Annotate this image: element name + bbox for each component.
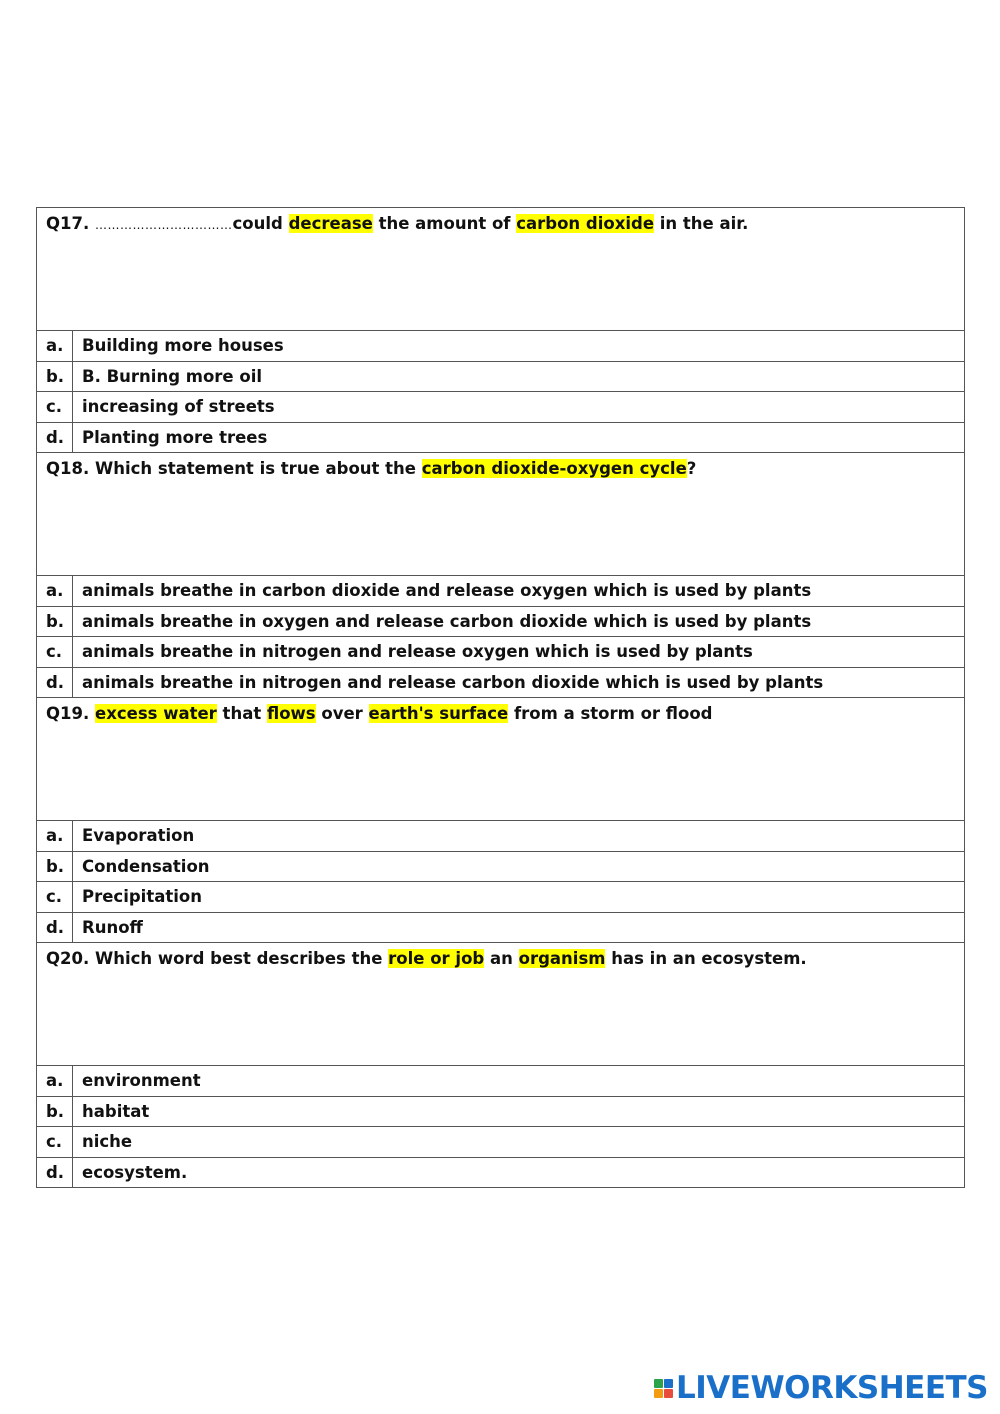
question-text-segment: in the air. bbox=[654, 214, 749, 233]
answer-option-row[interactable] bbox=[37, 821, 965, 852]
question-text-segment: over bbox=[315, 704, 369, 723]
question-text-segment: an bbox=[484, 949, 519, 968]
question-text bbox=[37, 698, 965, 821]
question-text-segment: Which word best describes the bbox=[89, 949, 389, 968]
option-text[interactable]: niche bbox=[73, 1127, 965, 1158]
question-row bbox=[37, 698, 965, 821]
brand-name: LIVEWORKSHEETS bbox=[676, 1370, 988, 1406]
option-text[interactable]: environment bbox=[73, 1066, 965, 1097]
answer-option-row[interactable] bbox=[37, 912, 965, 943]
highlighted-term: role or job bbox=[388, 949, 485, 968]
option-text[interactable]: B. Burning more oil bbox=[73, 361, 965, 392]
answer-option-row[interactable] bbox=[37, 1127, 965, 1158]
option-text[interactable]: increasing of streets bbox=[73, 392, 965, 423]
question-number: Q17. bbox=[46, 214, 90, 233]
question-text-segment: from a storm or flood bbox=[508, 704, 713, 723]
option-text[interactable]: habitat bbox=[73, 1096, 965, 1127]
answer-option-row[interactable] bbox=[37, 637, 965, 668]
option-letter: b. bbox=[37, 851, 73, 882]
highlighted-term: decrease bbox=[288, 214, 373, 233]
option-letter: d. bbox=[37, 667, 73, 698]
option-text[interactable]: ecosystem. bbox=[73, 1157, 965, 1188]
option-text[interactable]: Evaporation bbox=[73, 821, 965, 852]
option-letter: a. bbox=[37, 821, 73, 852]
question-number: Q20. bbox=[46, 949, 90, 968]
option-text[interactable]: animals breathe in nitrogen and release carbon dioxide which is used by plants bbox=[73, 667, 965, 698]
option-text[interactable]: animals breathe in nitrogen and release oxygen which is used by plants bbox=[73, 637, 965, 668]
option-letter: b. bbox=[37, 606, 73, 637]
option-text[interactable]: Condensation bbox=[73, 851, 965, 882]
quiz-table bbox=[36, 207, 965, 1188]
logo-square-3 bbox=[654, 1389, 663, 1398]
question-text-segment: could bbox=[232, 214, 289, 233]
answer-option-row[interactable] bbox=[37, 361, 965, 392]
option-text[interactable]: Planting more trees bbox=[73, 422, 965, 453]
logo-square-1 bbox=[654, 1379, 663, 1388]
answer-option-row[interactable] bbox=[37, 667, 965, 698]
answer-blank[interactable]: …………………………… bbox=[95, 218, 233, 232]
answer-option-row[interactable] bbox=[37, 1066, 965, 1097]
question-row bbox=[37, 453, 965, 576]
answer-option-row[interactable] bbox=[37, 1096, 965, 1127]
option-letter: a. bbox=[37, 331, 73, 362]
option-letter: b. bbox=[37, 1096, 73, 1127]
answer-option-row[interactable] bbox=[37, 882, 965, 913]
option-letter: a. bbox=[37, 1066, 73, 1097]
question-text-segment: the amount of bbox=[372, 214, 517, 233]
question-text-segment: has in an ecosystem. bbox=[605, 949, 807, 968]
option-letter: d. bbox=[37, 912, 73, 943]
answer-option-row[interactable] bbox=[37, 331, 965, 362]
question-number: Q18. bbox=[46, 459, 90, 478]
option-text[interactable]: Runoff bbox=[73, 912, 965, 943]
question-text-segment: Which statement is true about the bbox=[89, 459, 422, 478]
option-text[interactable]: Building more houses bbox=[73, 331, 965, 362]
answer-option-row[interactable] bbox=[37, 422, 965, 453]
quiz-body bbox=[37, 208, 965, 1188]
highlighted-term: flows bbox=[266, 704, 316, 723]
answer-option-row[interactable] bbox=[37, 576, 965, 607]
liveworksheets-logo-icon bbox=[654, 1379, 673, 1398]
logo-square-2 bbox=[664, 1379, 673, 1388]
answer-option-row[interactable] bbox=[37, 1157, 965, 1188]
question-number: Q19. bbox=[46, 704, 90, 723]
option-letter: d. bbox=[37, 422, 73, 453]
option-letter: a. bbox=[37, 576, 73, 607]
highlighted-term: organism bbox=[518, 949, 606, 968]
answer-option-row[interactable] bbox=[37, 606, 965, 637]
option-letter: c. bbox=[37, 392, 73, 423]
logo-square-4 bbox=[664, 1389, 673, 1398]
option-letter: c. bbox=[37, 637, 73, 668]
question-text-segment: ? bbox=[686, 459, 697, 478]
highlighted-term: earth's surface bbox=[368, 704, 509, 723]
option-letter: c. bbox=[37, 882, 73, 913]
option-letter: b. bbox=[37, 361, 73, 392]
question-row bbox=[37, 943, 965, 1066]
question-text bbox=[37, 453, 965, 576]
highlighted-term: excess water bbox=[95, 704, 217, 723]
highlighted-term: carbon dioxide bbox=[516, 214, 655, 233]
highlighted-term: carbon dioxide-oxygen cycle bbox=[421, 459, 687, 478]
question-text-segment: that bbox=[216, 704, 267, 723]
answer-option-row[interactable] bbox=[37, 392, 965, 423]
liveworksheets-brand bbox=[654, 1370, 988, 1406]
option-letter: c. bbox=[37, 1127, 73, 1158]
option-text[interactable]: animals breathe in carbon dioxide and release oxygen which is used by plants bbox=[73, 576, 965, 607]
question-row bbox=[37, 208, 965, 331]
option-text[interactable]: Precipitation bbox=[73, 882, 965, 913]
option-letter: d. bbox=[37, 1157, 73, 1188]
answer-option-row[interactable] bbox=[37, 851, 965, 882]
question-text bbox=[37, 208, 965, 331]
option-text[interactable]: animals breathe in oxygen and release carbon dioxide which is used by plants bbox=[73, 606, 965, 637]
question-text bbox=[37, 943, 965, 1066]
